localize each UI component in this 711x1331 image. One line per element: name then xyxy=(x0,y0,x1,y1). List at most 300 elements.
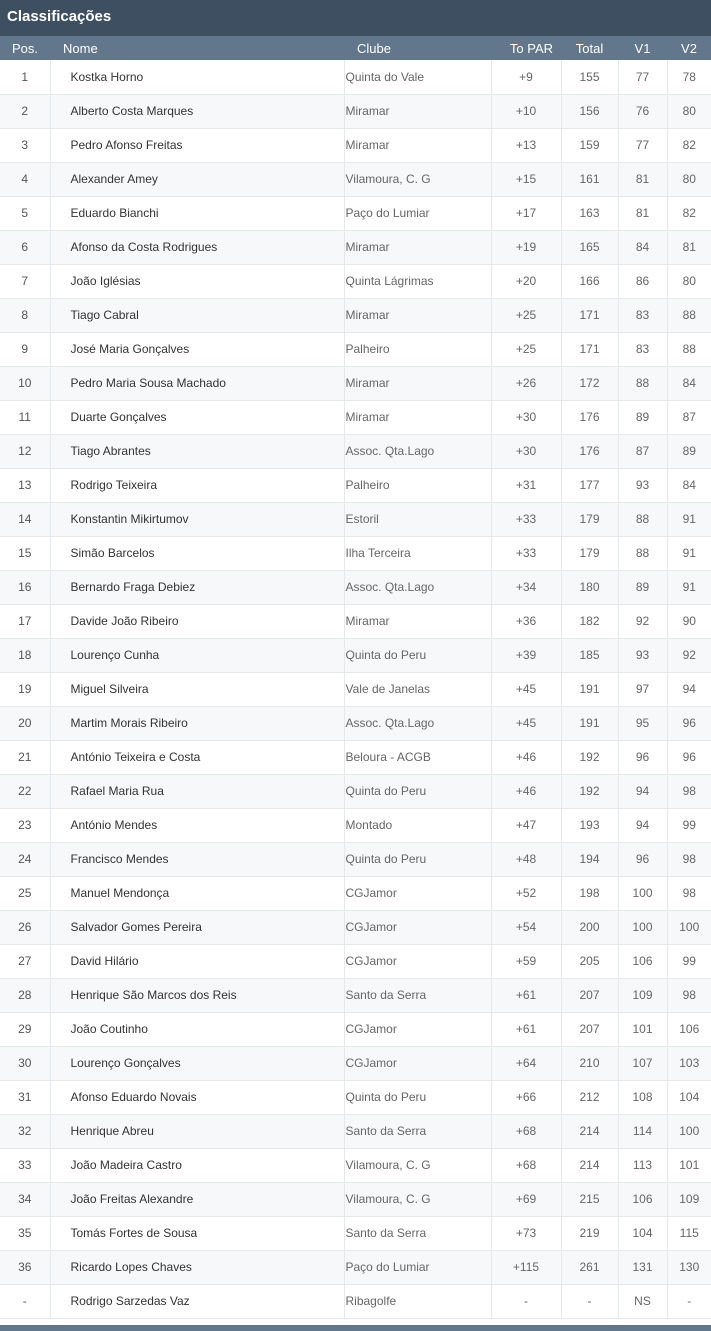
round1-cell: 101 xyxy=(618,1012,667,1046)
round1-cell: 94 xyxy=(618,808,667,842)
club-name: Vilamoura, C. G xyxy=(344,162,491,196)
club-name: CGJamor xyxy=(344,944,491,978)
pos-cell: 35 xyxy=(0,1216,50,1250)
round2-cell: 80 xyxy=(667,162,711,196)
round2-cell: 98 xyxy=(667,774,711,808)
pos-cell: 36 xyxy=(0,1250,50,1284)
to-par-cell: +13 xyxy=(491,128,561,162)
round2-cell: 82 xyxy=(667,196,711,230)
pos-cell: 25 xyxy=(0,876,50,910)
round2-cell: 88 xyxy=(667,332,711,366)
table-row[interactable] xyxy=(0,1216,711,1250)
club-name: Beloura - ACGB xyxy=(344,740,491,774)
club-name: Ilha Terceira xyxy=(344,536,491,570)
total-cell: 214 xyxy=(561,1114,618,1148)
player-name: Bernardo Fraga Debiez xyxy=(50,570,344,604)
table-row[interactable] xyxy=(0,842,711,876)
round1-cell: 94 xyxy=(618,774,667,808)
club-name: Miramar xyxy=(344,298,491,332)
total-cell: 207 xyxy=(561,1012,618,1046)
player-name: David Hilário xyxy=(50,944,344,978)
club-name: Santo da Serra xyxy=(344,978,491,1012)
club-name: Santo da Serra xyxy=(344,1216,491,1250)
round1-cell: 87 xyxy=(618,434,667,468)
club-name: Assoc. Qta.Lago xyxy=(344,706,491,740)
round2-cell: 99 xyxy=(667,808,711,842)
table-row[interactable] xyxy=(0,808,711,842)
round1-cell: 113 xyxy=(618,1148,667,1182)
club-name: Santo da Serra xyxy=(344,1114,491,1148)
player-name: Afonso da Costa Rodrigues xyxy=(50,230,344,264)
to-par-cell: +30 xyxy=(491,434,561,468)
to-par-cell: +10 xyxy=(491,94,561,128)
to-par-cell: +68 xyxy=(491,1114,561,1148)
total-cell: 198 xyxy=(561,876,618,910)
to-par-cell: +30 xyxy=(491,400,561,434)
round2-cell: 98 xyxy=(667,978,711,1012)
to-par-cell: +48 xyxy=(491,842,561,876)
player-name: Pedro Maria Sousa Machado xyxy=(50,366,344,400)
round2-cell: 100 xyxy=(667,910,711,944)
pos-cell: 32 xyxy=(0,1114,50,1148)
player-name: Tiago Cabral xyxy=(50,298,344,332)
player-name: António Mendes xyxy=(50,808,344,842)
total-cell: 155 xyxy=(561,60,618,94)
table-row[interactable] xyxy=(0,672,711,706)
round1-cell: 92 xyxy=(618,604,667,638)
round1-cell: 100 xyxy=(618,910,667,944)
to-par-cell: +25 xyxy=(491,332,561,366)
round2-cell: 99 xyxy=(667,944,711,978)
player-name: Duarte Gonçalves xyxy=(50,400,344,434)
table-row[interactable] xyxy=(0,944,711,978)
club-name: Quinta do Peru xyxy=(344,774,491,808)
round1-cell: 100 xyxy=(618,876,667,910)
standings-table xyxy=(0,36,711,1319)
table-row[interactable] xyxy=(0,876,711,910)
round2-cell: 91 xyxy=(667,570,711,604)
to-par-cell: +66 xyxy=(491,1080,561,1114)
table-row[interactable] xyxy=(0,740,711,774)
to-par-cell: +17 xyxy=(491,196,561,230)
player-name: Miguel Silveira xyxy=(50,672,344,706)
table-row[interactable] xyxy=(0,910,711,944)
club-name: Paço do Lumiar xyxy=(344,196,491,230)
table-row[interactable] xyxy=(0,230,711,264)
col-header-to-par[interactable]: To PAR xyxy=(509,40,553,56)
pos-cell: 34 xyxy=(0,1182,50,1216)
round1-cell: 81 xyxy=(618,196,667,230)
round2-cell: 115 xyxy=(667,1216,711,1250)
total-cell: 214 xyxy=(561,1148,618,1182)
player-name: Martim Morais Ribeiro xyxy=(50,706,344,740)
player-name: Lourenço Gonçalves xyxy=(50,1046,344,1080)
table-row[interactable] xyxy=(0,60,711,94)
club-name: Vale de Janelas xyxy=(344,672,491,706)
pos-cell: - xyxy=(0,1284,50,1318)
player-name: Alexander Amey xyxy=(50,162,344,196)
total-cell: 210 xyxy=(561,1046,618,1080)
panel-footer-bar xyxy=(0,1325,711,1331)
total-cell: - xyxy=(561,1284,618,1318)
pos-cell: 21 xyxy=(0,740,50,774)
table-row[interactable] xyxy=(0,570,711,604)
round2-cell: 89 xyxy=(667,434,711,468)
total-cell: 172 xyxy=(561,366,618,400)
to-par-cell: +61 xyxy=(491,1012,561,1046)
player-name: António Teixeira e Costa xyxy=(50,740,344,774)
pos-cell: 10 xyxy=(0,366,50,400)
club-name: Miramar xyxy=(344,366,491,400)
round2-cell: 103 xyxy=(667,1046,711,1080)
club-name: Estoril xyxy=(344,502,491,536)
total-cell: 156 xyxy=(561,94,618,128)
club-name: Miramar xyxy=(344,604,491,638)
col-header-name[interactable]: Nome xyxy=(63,40,98,56)
pos-cell: 24 xyxy=(0,842,50,876)
pos-cell: 30 xyxy=(0,1046,50,1080)
player-name: Tomás Fortes de Sousa xyxy=(50,1216,344,1250)
round2-cell: 109 xyxy=(667,1182,711,1216)
total-cell: 261 xyxy=(561,1250,618,1284)
round1-cell: 88 xyxy=(618,536,667,570)
total-cell: 192 xyxy=(561,774,618,808)
to-par-cell: +45 xyxy=(491,672,561,706)
total-cell: 219 xyxy=(561,1216,618,1250)
round1-cell: 96 xyxy=(618,740,667,774)
total-cell: 177 xyxy=(561,468,618,502)
club-name: Quinta do Vale xyxy=(344,60,491,94)
club-name: CGJamor xyxy=(344,876,491,910)
table-row[interactable] xyxy=(0,536,711,570)
round1-cell: 89 xyxy=(618,570,667,604)
player-name: Tiago Abrantes xyxy=(50,434,344,468)
table-row[interactable] xyxy=(0,1284,711,1318)
table-row[interactable] xyxy=(0,1182,711,1216)
total-cell: 193 xyxy=(561,808,618,842)
pos-cell: 22 xyxy=(0,774,50,808)
club-name: CGJamor xyxy=(344,910,491,944)
round2-cell: 81 xyxy=(667,230,711,264)
to-par-cell: +115 xyxy=(491,1250,561,1284)
to-par-cell: +47 xyxy=(491,808,561,842)
total-cell: 205 xyxy=(561,944,618,978)
to-par-cell: +61 xyxy=(491,978,561,1012)
pos-cell: 7 xyxy=(0,264,50,298)
to-par-cell: +20 xyxy=(491,264,561,298)
round2-cell: 80 xyxy=(667,94,711,128)
round2-cell: 90 xyxy=(667,604,711,638)
table-row[interactable] xyxy=(0,434,711,468)
round1-cell: 86 xyxy=(618,264,667,298)
to-par-cell: +26 xyxy=(491,366,561,400)
round1-cell: 93 xyxy=(618,638,667,672)
round1-cell: 76 xyxy=(618,94,667,128)
table-row[interactable] xyxy=(0,128,711,162)
round2-cell: 78 xyxy=(667,60,711,94)
total-cell: 171 xyxy=(561,332,618,366)
round1-cell: 106 xyxy=(618,944,667,978)
table-row[interactable] xyxy=(0,1250,711,1284)
round1-cell: 95 xyxy=(618,706,667,740)
total-cell: 159 xyxy=(561,128,618,162)
round2-cell: 96 xyxy=(667,740,711,774)
col-header-total[interactable]: Total xyxy=(575,40,604,56)
player-name: Francisco Mendes xyxy=(50,842,344,876)
player-name: Afonso Eduardo Novais xyxy=(50,1080,344,1114)
pos-cell: 29 xyxy=(0,1012,50,1046)
player-name: João Coutinho xyxy=(50,1012,344,1046)
table-row[interactable] xyxy=(0,332,711,366)
table-row[interactable] xyxy=(0,264,711,298)
to-par-cell: +19 xyxy=(491,230,561,264)
round1-cell: 89 xyxy=(618,400,667,434)
to-par-cell: +45 xyxy=(491,706,561,740)
round2-cell: 84 xyxy=(667,468,711,502)
club-name: Assoc. Qta.Lago xyxy=(344,434,491,468)
pos-cell: 16 xyxy=(0,570,50,604)
pos-cell: 4 xyxy=(0,162,50,196)
club-name: CGJamor xyxy=(344,1046,491,1080)
pos-cell: 19 xyxy=(0,672,50,706)
to-par-cell: +31 xyxy=(491,468,561,502)
table-row[interactable] xyxy=(0,196,711,230)
pos-cell: 23 xyxy=(0,808,50,842)
round2-cell: 96 xyxy=(667,706,711,740)
club-name: Paço do Lumiar xyxy=(344,1250,491,1284)
round1-cell: 83 xyxy=(618,332,667,366)
round1-cell: 83 xyxy=(618,298,667,332)
player-name: João Madeira Castro xyxy=(50,1148,344,1182)
to-par-cell: +54 xyxy=(491,910,561,944)
round2-cell: 82 xyxy=(667,128,711,162)
to-par-cell: +73 xyxy=(491,1216,561,1250)
table-row[interactable] xyxy=(0,94,711,128)
total-cell: 192 xyxy=(561,740,618,774)
round2-cell: 92 xyxy=(667,638,711,672)
round2-cell: 84 xyxy=(667,366,711,400)
table-row[interactable] xyxy=(0,638,711,672)
round2-cell: 98 xyxy=(667,842,711,876)
total-cell: 161 xyxy=(561,162,618,196)
to-par-cell: +9 xyxy=(491,60,561,94)
round1-cell: 108 xyxy=(618,1080,667,1114)
pos-cell: 15 xyxy=(0,536,50,570)
total-cell: 207 xyxy=(561,978,618,1012)
player-name: Simão Barcelos xyxy=(50,536,344,570)
table-row[interactable] xyxy=(0,978,711,1012)
total-cell: 179 xyxy=(561,502,618,536)
player-name: Henrique Abreu xyxy=(50,1114,344,1148)
round2-cell: 130 xyxy=(667,1250,711,1284)
total-cell: 163 xyxy=(561,196,618,230)
total-cell: 191 xyxy=(561,672,618,706)
to-par-cell: +68 xyxy=(491,1148,561,1182)
pos-cell: 18 xyxy=(0,638,50,672)
round1-cell: 93 xyxy=(618,468,667,502)
round2-cell: 100 xyxy=(667,1114,711,1148)
table-row[interactable] xyxy=(0,298,711,332)
col-header-pos[interactable]: Pos. xyxy=(11,40,38,56)
club-name: Ribagolfe xyxy=(344,1284,491,1318)
table-header-row xyxy=(0,36,711,60)
table-row[interactable] xyxy=(0,1046,711,1080)
total-cell: 212 xyxy=(561,1080,618,1114)
table-row[interactable] xyxy=(0,774,711,808)
player-name: Kostka Horno xyxy=(50,60,344,94)
pos-cell: 20 xyxy=(0,706,50,740)
round1-cell: NS xyxy=(618,1284,667,1318)
player-name: Alberto Costa Marques xyxy=(50,94,344,128)
player-name: Henrique São Marcos dos Reis xyxy=(50,978,344,1012)
col-header-v1[interactable]: V1 xyxy=(634,40,651,56)
total-cell: 176 xyxy=(561,434,618,468)
club-name: Quinta Lágrimas xyxy=(344,264,491,298)
table-row[interactable] xyxy=(0,162,711,196)
to-par-cell: +33 xyxy=(491,502,561,536)
pos-cell: 1 xyxy=(0,60,50,94)
total-cell: 180 xyxy=(561,570,618,604)
table-row[interactable] xyxy=(0,502,711,536)
pos-cell: 3 xyxy=(0,128,50,162)
table-body xyxy=(0,60,711,1318)
to-par-cell: +25 xyxy=(491,298,561,332)
table-row[interactable] xyxy=(0,706,711,740)
club-name: Vilamoura, C. G xyxy=(344,1182,491,1216)
player-name: Rodrigo Sarzedas Vaz xyxy=(50,1284,344,1318)
player-name: Eduardo Bianchi xyxy=(50,196,344,230)
club-name: Quinta do Peru xyxy=(344,1080,491,1114)
club-name: Miramar xyxy=(344,400,491,434)
round2-cell: 101 xyxy=(667,1148,711,1182)
round2-cell: 106 xyxy=(667,1012,711,1046)
to-par-cell: +33 xyxy=(491,536,561,570)
to-par-cell: +59 xyxy=(491,944,561,978)
pos-cell: 9 xyxy=(0,332,50,366)
round1-cell: 81 xyxy=(618,162,667,196)
pos-cell: 31 xyxy=(0,1080,50,1114)
pos-cell: 11 xyxy=(0,400,50,434)
col-header-v2[interactable]: V2 xyxy=(681,40,697,56)
to-par-cell: +69 xyxy=(491,1182,561,1216)
club-name: Palheiro xyxy=(344,468,491,502)
round2-cell: - xyxy=(667,1284,711,1318)
round2-cell: 91 xyxy=(667,502,711,536)
total-cell: 215 xyxy=(561,1182,618,1216)
player-name: Pedro Afonso Freitas xyxy=(50,128,344,162)
to-par-cell: +15 xyxy=(491,162,561,196)
round1-cell: 88 xyxy=(618,502,667,536)
round1-cell: 104 xyxy=(618,1216,667,1250)
total-cell: 166 xyxy=(561,264,618,298)
table-row[interactable] xyxy=(0,1080,711,1114)
round1-cell: 114 xyxy=(618,1114,667,1148)
table-row[interactable] xyxy=(0,366,711,400)
round1-cell: 77 xyxy=(618,128,667,162)
pos-cell: 27 xyxy=(0,944,50,978)
to-par-cell: +36 xyxy=(491,604,561,638)
table-row[interactable] xyxy=(0,468,711,502)
round1-cell: 97 xyxy=(618,672,667,706)
club-name: Miramar xyxy=(344,230,491,264)
table-row[interactable] xyxy=(0,604,711,638)
pos-cell: 26 xyxy=(0,910,50,944)
to-par-cell: +39 xyxy=(491,638,561,672)
table-row[interactable] xyxy=(0,1114,711,1148)
total-cell: 179 xyxy=(561,536,618,570)
player-name: Salvador Gomes Pereira xyxy=(50,910,344,944)
total-cell: 200 xyxy=(561,910,618,944)
pos-cell: 12 xyxy=(0,434,50,468)
total-cell: 182 xyxy=(561,604,618,638)
pos-cell: 2 xyxy=(0,94,50,128)
table-row[interactable] xyxy=(0,1012,711,1046)
total-cell: 171 xyxy=(561,298,618,332)
round1-cell: 106 xyxy=(618,1182,667,1216)
club-name: Montado xyxy=(344,808,491,842)
club-name: Palheiro xyxy=(344,332,491,366)
total-cell: 176 xyxy=(561,400,618,434)
player-name: Rodrigo Teixeira xyxy=(50,468,344,502)
col-header-club[interactable]: Clube xyxy=(357,40,391,56)
player-name: Manuel Mendonça xyxy=(50,876,344,910)
player-name: Davide João Ribeiro xyxy=(50,604,344,638)
pos-cell: 28 xyxy=(0,978,50,1012)
pos-cell: 6 xyxy=(0,230,50,264)
total-cell: 165 xyxy=(561,230,618,264)
pos-cell: 5 xyxy=(0,196,50,230)
pos-cell: 13 xyxy=(0,468,50,502)
club-name: Quinta do Peru xyxy=(344,638,491,672)
total-cell: 194 xyxy=(561,842,618,876)
round2-cell: 98 xyxy=(667,876,711,910)
player-name: Rafael Maria Rua xyxy=(50,774,344,808)
round2-cell: 87 xyxy=(667,400,711,434)
to-par-cell: +52 xyxy=(491,876,561,910)
to-par-cell: +46 xyxy=(491,740,561,774)
round1-cell: 88 xyxy=(618,366,667,400)
to-par-cell: - xyxy=(491,1284,561,1318)
table-row[interactable] xyxy=(0,400,711,434)
pos-cell: 33 xyxy=(0,1148,50,1182)
round1-cell: 107 xyxy=(618,1046,667,1080)
club-name: Miramar xyxy=(344,94,491,128)
round1-cell: 109 xyxy=(618,978,667,1012)
round2-cell: 94 xyxy=(667,672,711,706)
player-name: José Maria Gonçalves xyxy=(50,332,344,366)
table-row[interactable] xyxy=(0,1148,711,1182)
club-name: Quinta do Peru xyxy=(344,842,491,876)
round2-cell: 104 xyxy=(667,1080,711,1114)
round1-cell: 96 xyxy=(618,842,667,876)
player-name: João Iglésias xyxy=(50,264,344,298)
round2-cell: 80 xyxy=(667,264,711,298)
to-par-cell: +46 xyxy=(491,774,561,808)
club-name: Vilamoura, C. G xyxy=(344,1148,491,1182)
pos-cell: 17 xyxy=(0,604,50,638)
round2-cell: 88 xyxy=(667,298,711,332)
to-par-cell: +34 xyxy=(491,570,561,604)
club-name: Assoc. Qta.Lago xyxy=(344,570,491,604)
panel-title: Classificações xyxy=(0,0,711,36)
player-name: Lourenço Cunha xyxy=(50,638,344,672)
club-name: Miramar xyxy=(344,128,491,162)
to-par-cell: +64 xyxy=(491,1046,561,1080)
pos-cell: 8 xyxy=(0,298,50,332)
player-name: Konstantin Mikirtumov xyxy=(50,502,344,536)
round1-cell: 84 xyxy=(618,230,667,264)
round1-cell: 131 xyxy=(618,1250,667,1284)
